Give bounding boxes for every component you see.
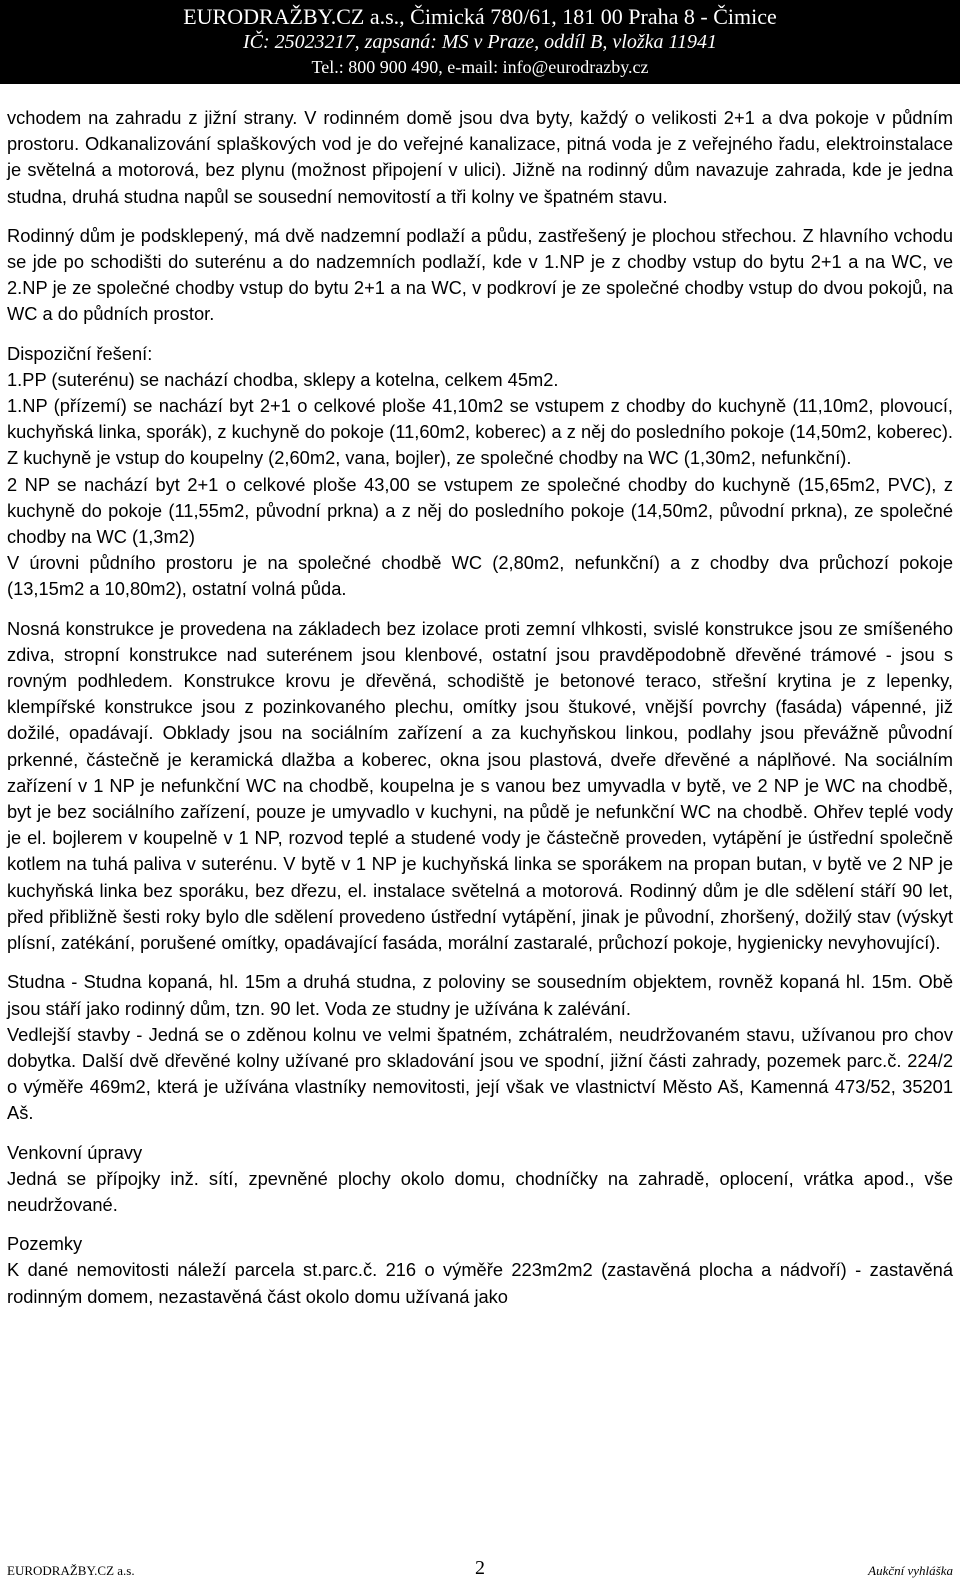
company-registration: IČ: 25023217, zapsaná: MS v Praze, oddíl B, vložka 11941 <box>242 31 718 53</box>
section-heading-land: Pozemky <box>7 1233 83 1255</box>
page-bottom-mask <box>0 1547 960 1555</box>
paragraph-land: K dané nemovitosti náleží parcela st.parc.č. 216 o výměře 223m2m2 (zastavěná plocha a nádvoří) - zastavěná rodinným domem, nezastavěná část okolo domu užívaná jako <box>7 1259 953 1307</box>
document-body <box>7 105 953 1310</box>
paragraph-well: Studna - Studna kopaná, hl. 15m a druhá studna, z poloviny se sousedním objektem, rovněž kopaná hl. 15m. Obě jsou stáří jako rodinný dům, tzn. 90 let. Voda ze studny je užívána k zalévání. <box>7 971 953 1019</box>
paragraph-house-description: Rodinný dům je podsklepený, má dvě nadzemní podlaží a půdu, zastřešený je plochou střechou. Z hlavního vchodu se jde po schodišti do suterénu a do nadzemních podlaží, kde v 1.NP je z chodby vstup do bytu 2+1 a na WC, ve 2.NP je ze společné chodby vstup do bytu 2+1 a na WC, v podkroví je ze společné chodby vstup do dvou pokojů, na WC a do půdních prostor. <box>7 224 953 325</box>
page-footer <box>0 1555 960 1581</box>
company-contact: Tel.: 800 900 490, e-mail: info@eurodrazby.cz <box>311 57 649 77</box>
disposition-attic: V úrovni půdního prostoru je na společné chodbě WC (2,80m2, nefunkční) a z chodby dva průchozí pokoje (13,15m2 a 10,80m2), ostatní volná půda. <box>7 552 953 600</box>
section-heading-disposition: Dispoziční řešení: <box>7 342 153 364</box>
company-name-address: EURODRAŽBY.CZ a.s., Čimická 780/61, 181 00 Praha 8 - Čimice <box>183 4 777 29</box>
disposition-ground-floor: 1.NP (přízemí) se nachází byt 2+1 o celkové ploše 41,10m2 se vstupem z chodby do kuchyně (11,10m2, plovoucí, kuchyňská linka, sporák), z kuchyně do pokoje (11,60m2, koberec) a z něj do posledního pokoje (14,50m2, koberec). Z kuchyně je vstup do koupelny (2,60m2, vana, bojler), ze společné chodby na WC (1,30m2, nefunkční). <box>7 395 953 469</box>
paragraph-outdoor: Jedná se přípojky inž. sítí, zpevněné plochy okolo domu, chodníčky na zahradě, oplocení, vrátka apod., vše neudržované. <box>7 1167 953 1215</box>
footer-document-title: Aukční vyhláška <box>868 1563 953 1578</box>
paragraph-construction: Nosná konstrukce je provedena na základech bez izolace proti zemní vlhkosti, svislé konstrukce jsou ze smíšeného zdiva, stropní konstrukce nad suterénem jsou klenbové, ostatní jsou pravděpodobně dřevěné trámové - jsou s rovným podhledem. Konstrukce krovu je dřevěná, schodiště je betonové teraco, střešní krytina je z lepenky, klempířské konstrukce jsou z pozinkovaného plechu, omítky jsou štukové, vnější povrchy (fasáda) vápenné, již dožilé, opadávají. Obklady jsou na sociálním zařízení a za kuchyňskou linkou, podlahy jsou převážně původní prkenné, částečně je keramická dlažba a koberec, okna jsou plastová, dveře dřevěné a náplňové. Na sociálním zařízení v 1 NP je nefunkční WC na chodbě, koupelna je s vanou bez umyvadla v bytě, ve 2 NP je WC na chodbě, byt je bez sociálního zařízení, pouze je umyvadlo v kuchyni, na půdě je nefunkční WC na chodbě. Ohřev teplé vody je el. bojlerem v koupelně v 1 NP, rozvod teplé a studené vody je částečně proveden, vytápění je ústřední společně kotlem na tuhá paliva v suterénu. V bytě v 1 NP je kuchyňská linka se sporákem na propan butan, v bytě ve 2 NP je kuchyňská linka bez sporáku, bez dřezu, el. instalace světelná a motorová. Rodinný dům je dle sdělení stáří 90 let, před přibližně šesti roky bylo dle sdělení provedeno ústřední vytápění, jinak je původní, zhoršený, dožilý stav (výskyt plísní, zatékání, porušené omítky, opadávající fasáda, morální zastaralé, průchozí pokoje, hygienicky nevyhovující). <box>7 617 953 954</box>
paragraph-property-intro: vchodem na zahradu z jižní strany. V rodinném domě jsou dva byty, každý o velikosti 2+1 a dva pokoje v půdním prostoru. Odkanalizování splaškových vod je do veřejné kanalizace, pitná voda je z veřejného řadu, elektroinstalace je světelná a motorová, bez plynu (možnost připojení v ulici). Jižně na rodinný dům navazuje zahrada, kde je jedna studna, druhá studna napůl se sousední nemovitostí a tři kolny ve špatném stavu. <box>7 107 953 207</box>
footer-company: EURODRAŽBY.CZ a.s. <box>7 1563 135 1578</box>
disposition-second-floor: 2 NP se nachází byt 2+1 o celkové ploše 43,00 se vstupem ze společné chodby do kuchyně (15,65m2, PVC), z kuchyně do pokoje (11,55m2, původní prkna) a z něj do posledního pokoje (14,50m2, původní prkna), ze společné chodby na WC (1,3m2) <box>7 473 953 548</box>
page-header <box>0 0 960 84</box>
paragraph-outbuildings: Vedlejší stavby - Jedná se o zděnou kolnu ve velmi špatném, zchátralém, neudržovaném stavu, užívanou pro chov dobytka. Další dvě dřevěné kolny užívané pro skladování jsou ve spodní, jižní části zahrady, pozemek parc.č. 224/2 o výměře 469m2, která je užívána vlastníky nemovitosti, její však ve vlastnictví Město Aš, Kamenná 473/52, 35201 Aš. <box>7 1023 953 1124</box>
disposition-basement: 1.PP (suterénu) se nachází chodba, sklepy a kotelna, celkem 45m2. <box>7 368 559 390</box>
section-heading-outdoor: Venkovní úpravy <box>7 1141 143 1163</box>
page-number: 2 <box>475 1557 485 1579</box>
